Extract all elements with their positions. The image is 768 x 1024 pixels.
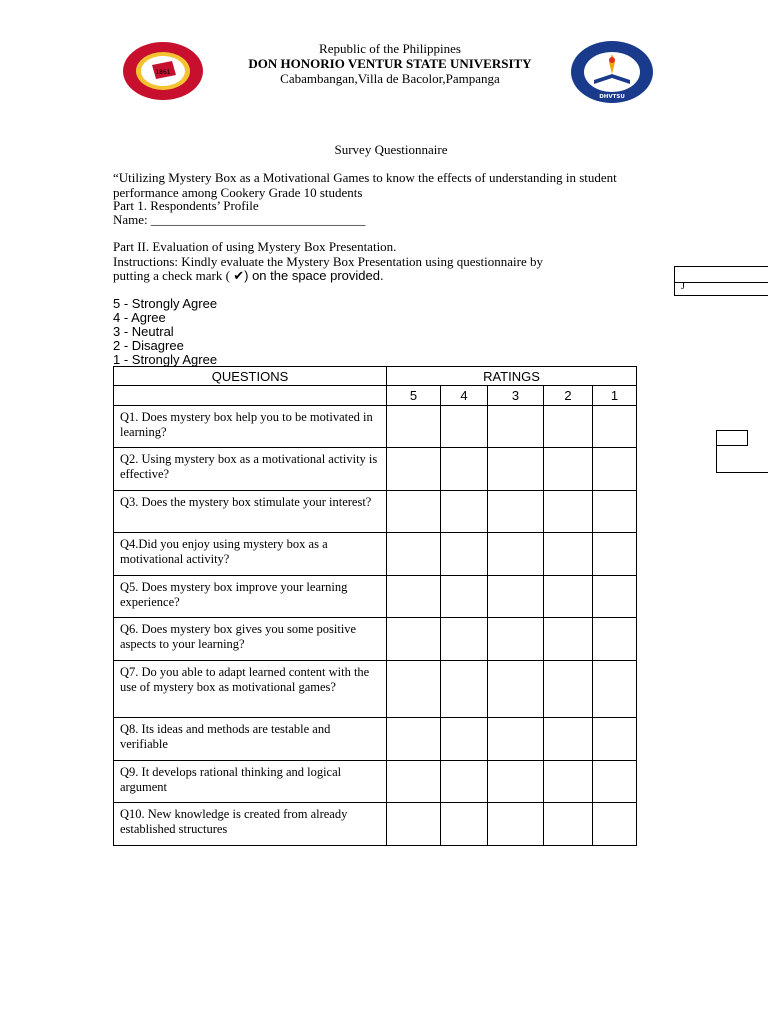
ratings-header: RATINGS <box>387 367 637 386</box>
university-seal-logo <box>122 41 204 101</box>
rating-cell[interactable] <box>593 618 637 661</box>
rating-cell[interactable] <box>488 448 544 491</box>
side-box-letter <box>674 281 768 296</box>
question-cell: Q5. Does mystery box improve your learning experience? <box>114 576 387 618</box>
rating-cell[interactable] <box>441 406 488 448</box>
rating-cell[interactable] <box>593 533 637 576</box>
name-field[interactable]: Name: _________________________________ <box>113 212 366 227</box>
question-cell: Q4.Did you enjoy using mystery box as a motivational activity? <box>114 533 387 576</box>
instructions-text-b: ) on the space provided. <box>244 268 384 283</box>
rating-cell[interactable] <box>441 448 488 491</box>
rating-cell[interactable] <box>488 618 544 661</box>
rating-cell[interactable] <box>387 533 441 576</box>
rating-cell[interactable] <box>441 661 488 718</box>
rating-cell[interactable] <box>544 448 593 491</box>
header-republic: Republic of the Philippines <box>319 41 461 56</box>
rating-cell[interactable] <box>544 803 593 846</box>
rating-cell[interactable] <box>593 718 637 761</box>
rating-cell[interactable] <box>441 618 488 661</box>
table-row <box>114 803 637 846</box>
rating-cell[interactable] <box>488 803 544 846</box>
logo-bottom-text: DHVTSU <box>599 94 625 100</box>
rating-cell[interactable] <box>544 761 593 803</box>
rating-cell[interactable] <box>593 491 637 533</box>
scale-item: 2 - Disagree <box>113 338 184 353</box>
question-cell: Q1. Does mystery box help you to be motivated in learning? <box>114 406 387 448</box>
table-row <box>114 761 637 803</box>
rating-cell[interactable] <box>488 491 544 533</box>
rating-5-header: 5 <box>387 386 441 406</box>
table-row <box>114 491 637 533</box>
rating-cell[interactable] <box>387 448 441 491</box>
rating-cell[interactable] <box>387 661 441 718</box>
rating-cell[interactable] <box>593 803 637 846</box>
rating-cell[interactable] <box>593 576 637 618</box>
rating-cell[interactable] <box>544 576 593 618</box>
question-cell: Q8. Its ideas and methods are testable and verifiable <box>114 718 387 761</box>
table-row <box>114 718 637 761</box>
rating-cell[interactable] <box>441 803 488 846</box>
table-row <box>114 406 637 448</box>
rating-cell[interactable] <box>488 761 544 803</box>
rating-cell[interactable] <box>544 718 593 761</box>
rating-cell[interactable] <box>387 406 441 448</box>
instructions-line2 <box>113 269 673 284</box>
rating-cell[interactable] <box>441 533 488 576</box>
rating-cell[interactable] <box>544 406 593 448</box>
instructions-text-a: putting a check mark ( <box>113 268 230 283</box>
seal-year: 1861 <box>155 69 171 76</box>
survey-title: Survey Questionnaire <box>334 142 448 157</box>
rating-cell[interactable] <box>387 761 441 803</box>
survey-intro: “Utilizing Mystery Box as a Motivational Games to know the effects of understanding in student performance among Cookery Grade 10 students <box>113 170 617 200</box>
rating-cell[interactable] <box>593 448 637 491</box>
question-cell: Q9. It develops rational thinking and logical argument <box>114 761 387 803</box>
question-cell: Q7. Do you able to adapt learned content with the use of mystery box as motivational games? <box>114 661 387 718</box>
rating-cell[interactable] <box>488 406 544 448</box>
table-row <box>114 533 637 576</box>
rating-2-header: 2 <box>544 386 593 406</box>
college-of-education-logo <box>570 40 654 104</box>
rating-cell[interactable] <box>593 406 637 448</box>
table-row <box>114 661 637 718</box>
rating-cell[interactable] <box>387 576 441 618</box>
rating-cell[interactable] <box>544 661 593 718</box>
question-cell: Q2. Using mystery box as a motivational activity is effective? <box>114 448 387 491</box>
rating-cell[interactable] <box>441 576 488 618</box>
part1-heading: Part 1. Respondents’ Profile <box>113 198 259 213</box>
scale-item: 4 - Agree <box>113 310 166 325</box>
rating-3-header: 3 <box>488 386 544 406</box>
rating-cell[interactable] <box>593 661 637 718</box>
survey-table <box>113 366 637 846</box>
document-header <box>200 41 580 86</box>
rating-cell[interactable] <box>387 718 441 761</box>
rating-cell[interactable] <box>544 618 593 661</box>
scale-item: 5 - Strongly Agree <box>113 296 218 311</box>
rating-cell[interactable] <box>441 491 488 533</box>
rating-cell[interactable] <box>544 533 593 576</box>
question-cell: Q6. Does mystery box gives you some positive aspects to your learning? <box>114 618 387 661</box>
rating-cell[interactable] <box>488 533 544 576</box>
rating-cell[interactable] <box>441 761 488 803</box>
rating-cell[interactable] <box>387 618 441 661</box>
instructions-line1: Instructions: Kindly evaluate the Mystery Box Presentation using questionnaire by <box>113 254 544 269</box>
rating-1-header: 1 <box>593 386 637 406</box>
questions-header: QUESTIONS <box>114 367 387 386</box>
rating-cell[interactable] <box>488 718 544 761</box>
question-cell: Q10. New knowledge is created from already established structures <box>114 803 387 846</box>
side-box-wide <box>716 444 768 473</box>
table-row <box>114 448 637 491</box>
rating-cell[interactable] <box>387 491 441 533</box>
header-address: Cabambangan,Villa de Bacolor,Pampanga <box>280 71 500 86</box>
table-row <box>114 576 637 618</box>
scale-item: 1 - Strongly Agree <box>113 352 218 367</box>
rating-cell[interactable] <box>387 803 441 846</box>
table-row <box>114 618 637 661</box>
header-university: DON HONORIO VENTUR STATE UNIVERSITY <box>248 56 532 71</box>
side-letter: J <box>681 281 685 292</box>
rating-cell[interactable] <box>544 491 593 533</box>
rating-cell[interactable] <box>488 576 544 618</box>
rating-cell[interactable] <box>593 761 637 803</box>
rating-cell[interactable] <box>488 661 544 718</box>
scale-item: 3 - Neutral <box>113 324 174 339</box>
rating-4-header: 4 <box>441 386 488 406</box>
part2-heading: Part II. Evaluation of using Mystery Box Presentation. <box>113 239 397 254</box>
questions-subheader <box>114 386 387 406</box>
checkmark-icon: ✔ <box>233 268 245 283</box>
question-cell: Q3. Does the mystery box stimulate your interest? <box>114 491 387 533</box>
rating-cell[interactable] <box>441 718 488 761</box>
